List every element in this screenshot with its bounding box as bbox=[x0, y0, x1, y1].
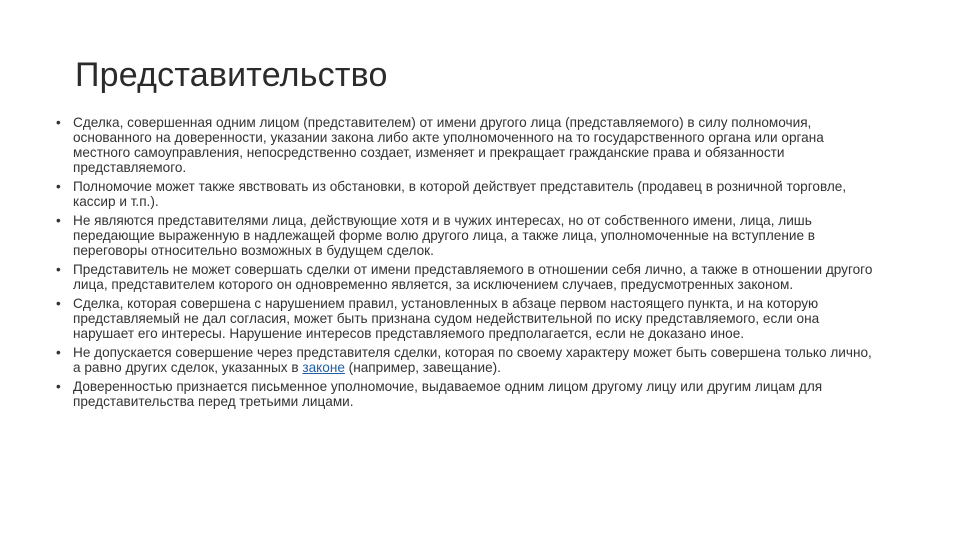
bullet-dot-icon: • bbox=[56, 296, 61, 311]
bullet-text: Представитель не может совершать сделки от имени представляемого в отношении себя лично, а также в отношении другого лица, представителем которого он одновременно является, за исключением случаев, предусмотренных законом. bbox=[73, 262, 873, 292]
bullet-item-2 bbox=[56, 179, 874, 209]
bullet-dot-icon: • bbox=[56, 213, 61, 228]
bullet-item-5 bbox=[56, 296, 874, 341]
bullet-text: Сделка, совершенная одним лицом (представителем) от имени другого лица (представляемого) в силу полномочия, основанного на доверенности, указании закона либо акте уполномоченного на то государственного органа или органа местного самоуправления, непосредственно создает, изменяет и прекращает гражданские права и обязанности представляемого. bbox=[73, 115, 824, 175]
bullet-dot-icon: • bbox=[56, 179, 61, 194]
bullet-text-after-link: (например, завещание). bbox=[344, 360, 501, 375]
bullet-text: Полномочие может также явствовать из обстановки, в которой действует представитель (продавец в розничной торговле, кассир и т.п.). bbox=[73, 179, 847, 209]
bullet-dot-icon: • bbox=[56, 262, 61, 277]
slide-title: Представительство bbox=[75, 56, 388, 94]
bullet-text: Не являются представителями лица, действующие хотя и в чужих интересах, но от собственного имени, лица, лишь передающие выраженную в надлежащей форме волю другого лица, а также лица, уполномоченные на вступление в переговоры относительно возможных в будущем сделок. bbox=[73, 213, 816, 258]
bullet-text: Сделка, которая совершена с нарушением правил, установленных в абзаце первом настоящего пункта, и на которую представляемый не дал согласия, может быть признана судом недействительной по иску представляемого, если она нарушает его интересы. Нарушение интересов представляемого предполагается, если не доказано иное. bbox=[73, 296, 820, 341]
bullet-item-4 bbox=[56, 262, 874, 292]
bullet-item-3 bbox=[56, 213, 874, 258]
bullet-item-1 bbox=[56, 115, 874, 175]
bullet-dot-icon: • bbox=[56, 379, 61, 394]
bullet-item-7 bbox=[56, 379, 874, 409]
bullet-dot-icon: • bbox=[56, 345, 61, 360]
bullet-item-6 bbox=[56, 345, 874, 375]
bullet-text-before-link: Не допускается совершение через представителя сделки, которая по своему характеру может быть совершена только лично, а равно других сделок, указанных в bbox=[73, 345, 872, 375]
bullet-list bbox=[56, 115, 874, 413]
bullet-dot-icon: • bbox=[56, 115, 61, 130]
law-link[interactable]: законе bbox=[302, 360, 345, 375]
bullet-text: Доверенностью признается письменное уполномочие, выдаваемое одним лицом другому лицу или другим лицам для представительства перед третьими лицами. bbox=[73, 379, 823, 409]
